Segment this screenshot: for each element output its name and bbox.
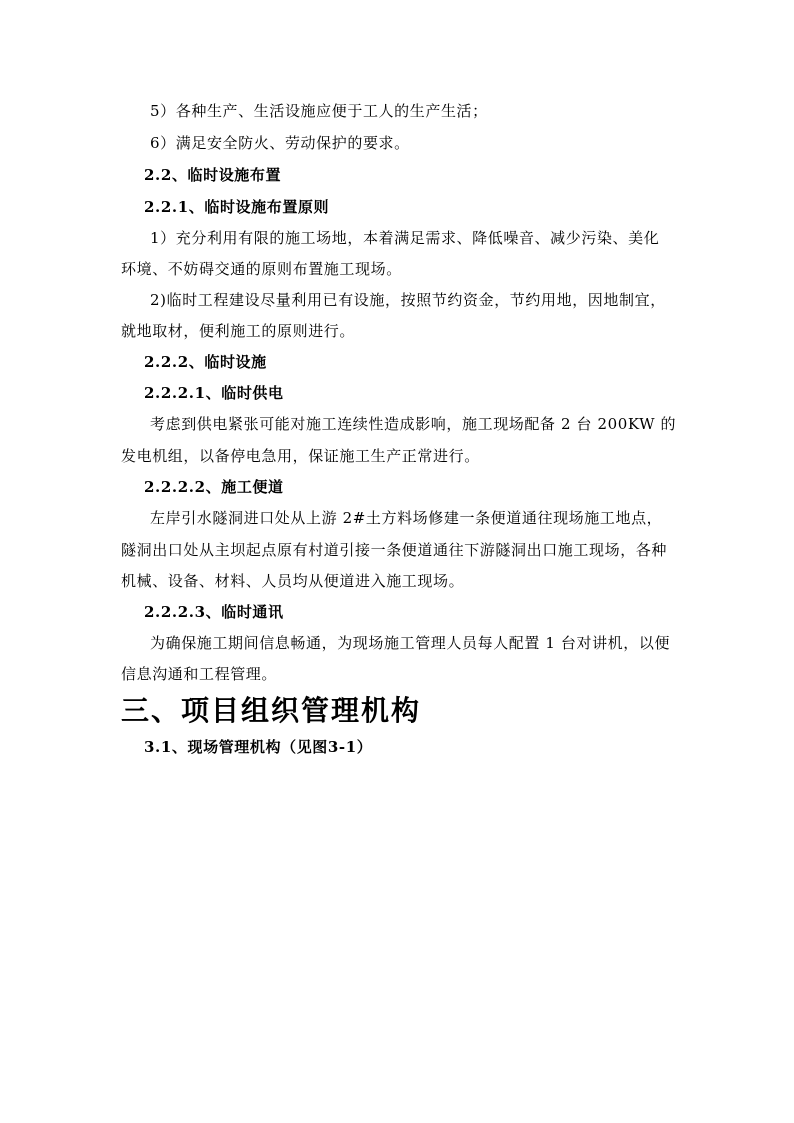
paragraph-line: 左岸引水隧洞进口处从上游 2#土方料场修建一条便道通往现场施工地点， [150,509,663,527]
section-heading-2-2-2-3: 2.2.2.3、临时通讯 [144,603,284,621]
section-heading-2-2: 2.2、临时设施布置 [144,166,282,184]
chapter-heading-3: 三、项目组织管理机构 [121,694,422,727]
list-item-6: 6）满足安全防火、劳动保护的要求。 [150,134,410,152]
paragraph-line: 环境、不妨碍交通的原则布置施工现场。 [121,260,402,278]
paragraph-line: 信息沟通和工程管理。 [121,665,278,683]
paragraph-line: 1）充分利用有限的施工场地，本着满足需求、降低噪音、减少污染、美化 [150,229,660,247]
paragraph-line: 就地取材，便利施工的原则进行。 [121,322,356,340]
section-heading-3-1: 3.1、现场管理机构（见图3-1） [144,738,373,756]
paragraph-line: 为确保施工期间信息畅通，为现场施工管理人员每人配置 1 台对讲机，以便 [150,634,671,652]
list-item-5: 5）各种生产、生活设施应便于工人的生产生活； [150,102,488,120]
section-heading-2-2-2: 2.2.2、临时设施 [144,353,267,371]
paragraph-line: 机械、设备、材料、人员均从便道进入施工现场。 [121,572,465,590]
section-heading-2-2-1: 2.2.1、临时设施布置原则 [144,198,330,216]
section-heading-2-2-2-2: 2.2.2.2、施工便道 [144,478,284,496]
section-heading-2-2-2-1: 2.2.2.1、临时供电 [144,384,284,402]
paragraph-line: 考虑到供电紧张可能对施工连续性造成影响，施工现场配备 2 台 200KW 的 [150,415,677,433]
paragraph-line: 隧洞出口处从主坝起点原有村道引接一条便道通往下游隧洞出口施工现场，各种 [121,541,668,559]
paragraph-line: 2)临时工程建设尽量利用已有设施，按照节约资金，节约用地，因地制宜， [150,291,666,309]
paragraph-line: 发电机组，以备停电急用，保证施工生产正常进行。 [121,447,480,465]
